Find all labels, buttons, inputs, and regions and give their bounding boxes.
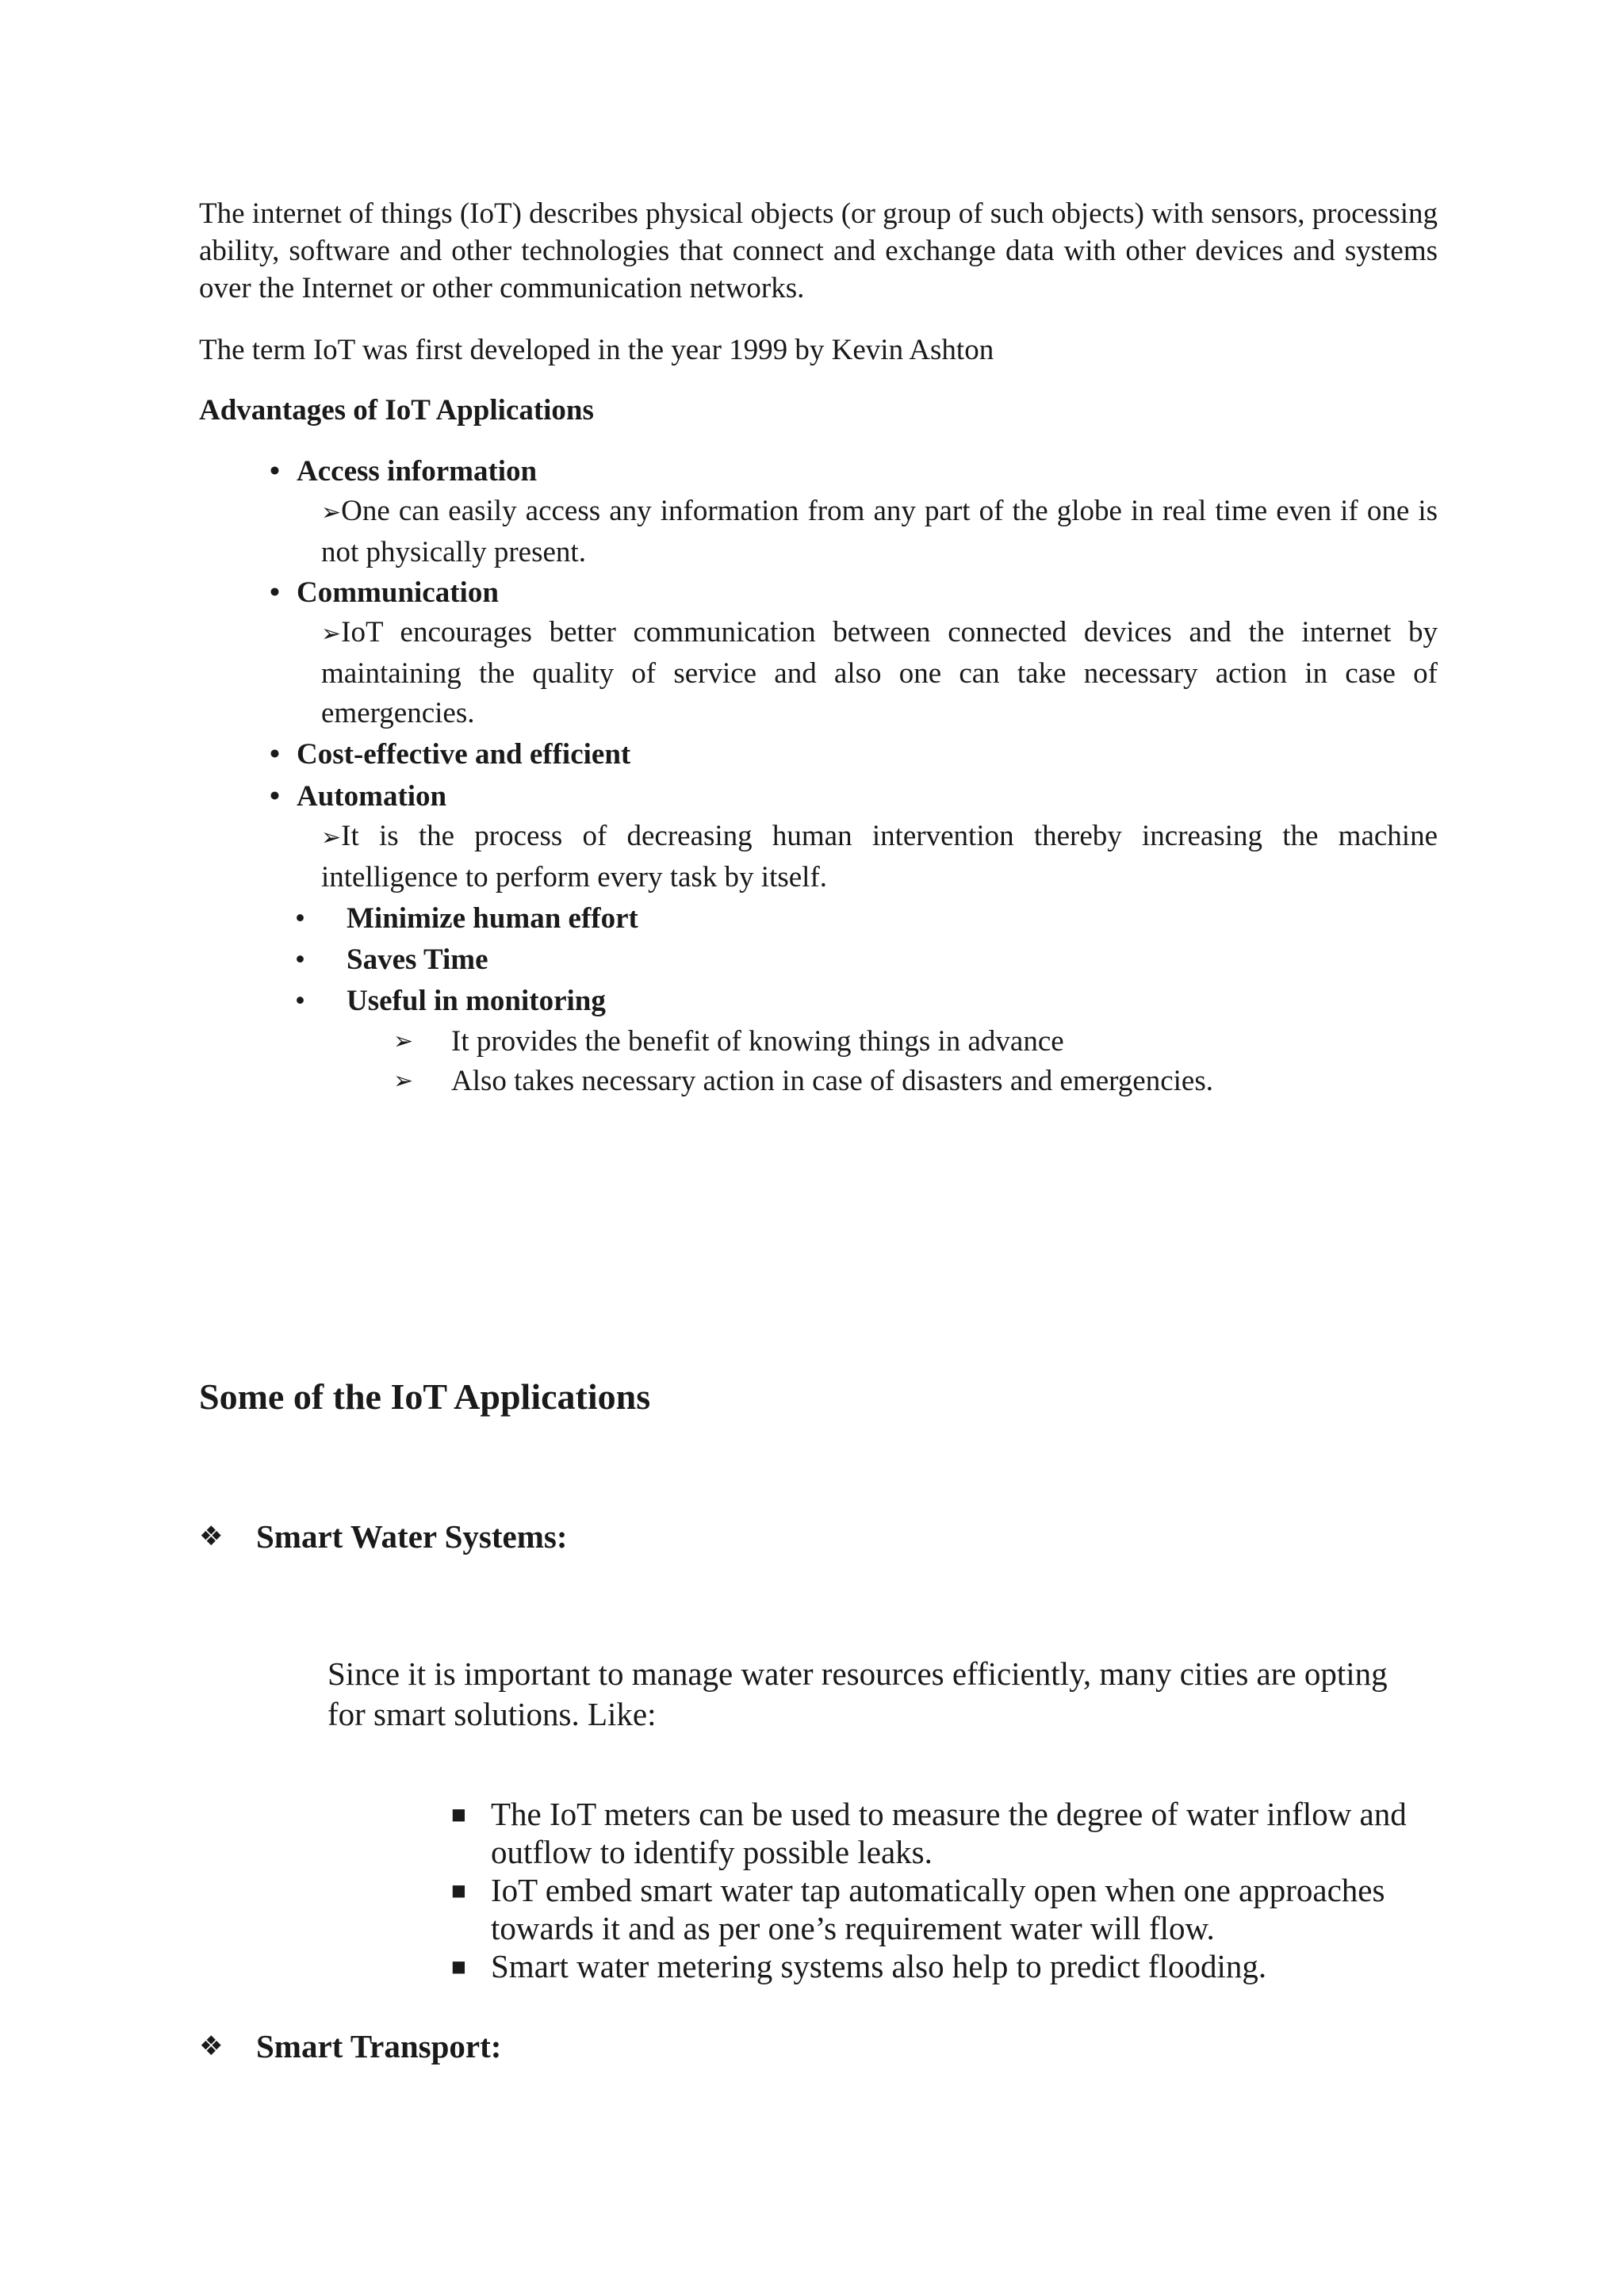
bullet-icon: • [270,780,280,813]
square-bullet-icon: ■ [451,1881,466,1900]
diamond-bullet-icon: ❖ [199,1521,224,1552]
smart-water-point: Smart water metering systems also help to predict flooding. [491,1948,1267,1984]
bullet-icon: • [270,738,280,771]
advantages-heading: Advantages of IoT Applications [199,394,594,427]
smart-water-intro: Since it is important to manage water resources efficiently, many cities are opting for smart solutions. Like: [327,1655,1388,1732]
monitoring-point: Also takes necessary action in case of disasters and emergencies. [451,1065,1213,1097]
bullet-icon: • [295,943,305,976]
sub-item-useful-monitoring: Useful in monitoring [347,985,606,1017]
advantage-communication-detail [321,613,1438,733]
applications-heading: Some of the IoT Applications [199,1376,651,1417]
advantage-cost-label: Cost-effective and efficient [297,738,631,771]
sub-item-saves-time: Saves Time [347,943,488,976]
arrow-icon: ➢ [393,1027,414,1055]
bullet-icon: • [270,455,280,488]
square-bullet-icon: ■ [451,1957,466,1976]
advantage-communication-text: IoT encourages better communication between connected devices and the internet by maintaining the quality of service and also one can take necessary action in case of emergencies. [321,616,1438,729]
arrow-icon: ➢ [321,499,342,526]
advantage-automation-detail [321,817,1438,897]
advantage-communication-label: Communication [297,576,499,609]
monitoring-point: It provides the benefit of knowing things in advance [451,1025,1064,1058]
bullet-icon: • [295,985,305,1017]
bullet-icon: • [270,576,280,609]
advantage-access-label: Access information [297,455,538,488]
smart-water-point: The IoT meters can be used to measure the degree of water inflow and outflow to identify possible leaks. [491,1796,1407,1870]
diamond-bullet-icon: ❖ [199,2030,224,2062]
intro-paragraph: The internet of things (IoT) describes physical objects (or group of such objects) with sensors, processing ability, software and other technologies that connect and exchange data with other devices and systems over the Internet or other communication networks. [199,197,1438,304]
section-smart-transport-title: Smart Transport: [256,2028,502,2064]
advantage-automation-text: It is the process of decreasing human intervention thereby increasing the machine intelligence to perform every task by itself. [321,820,1438,894]
bullet-icon: • [295,902,305,935]
smart-water-point: IoT embed smart water tap automatically open when one approaches towards it and as per one’s requirement water will flow. [491,1872,1385,1946]
section-smart-water-title: Smart Water Systems: [256,1518,568,1555]
arrow-icon: ➢ [393,1067,414,1095]
square-bullet-icon: ■ [451,1804,466,1823]
advantage-access-detail [321,492,1438,572]
advantage-access-text: One can easily access any information from any part of the globe in real time even if one is not physically present. [321,495,1438,568]
term-paragraph: The term IoT was first developed in the year 1999 by Kevin Ashton [199,334,994,366]
arrow-icon: ➢ [321,824,342,851]
sub-item-minimize-effort: Minimize human effort [347,902,638,935]
arrow-icon: ➢ [321,620,342,648]
advantage-automation-label: Automation [297,780,447,813]
